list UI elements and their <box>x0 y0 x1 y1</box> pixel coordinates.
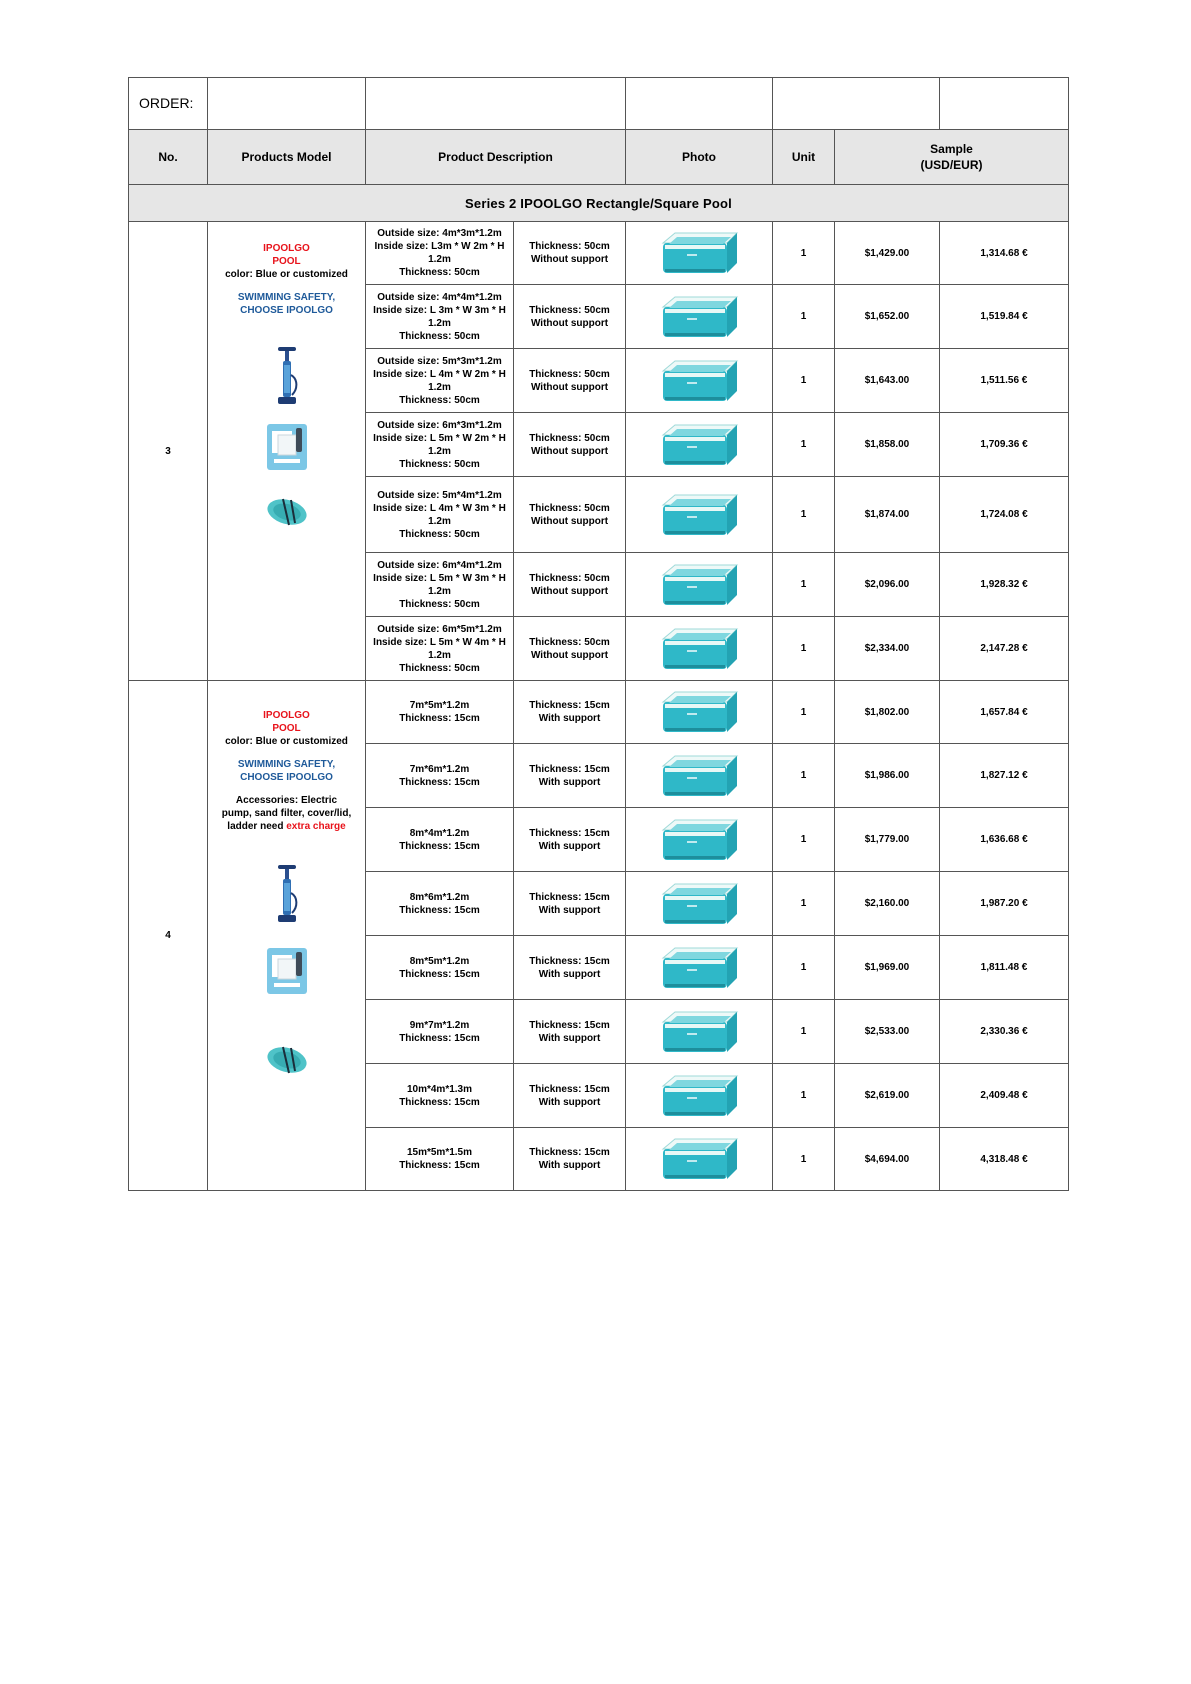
support-text: With support <box>538 1160 601 1171</box>
support-text: With support <box>538 1032 601 1044</box>
inside-height: 1.2m <box>428 649 451 661</box>
color-option: color: Blue or customized <box>225 736 348 747</box>
price-usd: $2,334.00 <box>835 617 940 681</box>
price-usd: $1,779.00 <box>835 808 940 872</box>
order-row <box>129 78 1069 130</box>
brand-name: IPOOLGO <box>263 243 310 254</box>
thickness-text: Thickness: 50cm <box>529 502 610 514</box>
price-usd: $4,694.00 <box>835 1128 940 1191</box>
wall-thickness: Thickness: 50cm <box>399 458 480 470</box>
header-model: Products Model <box>208 130 366 185</box>
photo-cell <box>626 349 773 413</box>
outside-size: Outside size: 4m*3m*1.2m <box>377 228 502 239</box>
header-unit: Unit <box>773 130 835 185</box>
pump-image <box>214 863 359 925</box>
thickness-text: Thickness: 50cm <box>529 432 610 444</box>
pool-photo-icon <box>657 491 741 539</box>
unit-cell: 1 <box>773 1000 835 1064</box>
photo-cell <box>626 872 773 936</box>
inside-height: 1.2m <box>428 515 451 527</box>
price-usd: $1,986.00 <box>835 744 940 808</box>
support-text: Without support <box>530 445 609 457</box>
thickness-text: Thickness: 15cm <box>529 1083 610 1095</box>
price-eur: 1,827.12 € <box>940 744 1069 808</box>
support-text: With support <box>538 840 601 852</box>
unit-cell: 1 <box>773 285 835 349</box>
accessories-line1: Accessories: Electric <box>235 795 338 806</box>
support-text: With support <box>538 904 601 916</box>
rolled-pool-image <box>214 1043 359 1077</box>
unit-cell: 1 <box>773 872 835 936</box>
wall-thickness: Thickness: 50cm <box>399 598 480 610</box>
outside-size: Outside size: 6m*4m*1.2m <box>377 559 502 571</box>
pool-photo-icon <box>657 421 741 469</box>
photo-cell <box>626 808 773 872</box>
brand-pool: POOL <box>272 256 301 267</box>
support-description <box>514 744 626 808</box>
support-description <box>514 285 626 349</box>
pool-size: 7m*6m*1.2m <box>409 763 470 775</box>
brand-name: IPOOLGO <box>263 710 310 721</box>
size-description <box>366 285 514 349</box>
thickness-text: Thickness: 50cm <box>529 368 610 380</box>
sample-line1: Sample <box>930 142 973 156</box>
size-description <box>366 1128 514 1191</box>
thickness-text: Thickness: 15cm <box>529 1019 610 1031</box>
pool-size: 10m*4m*1.3m <box>406 1083 473 1095</box>
inside-height: 1.2m <box>428 254 451 265</box>
price-eur: 4,318.48 € <box>940 1128 1069 1191</box>
outside-size: Outside size: 4m*4m*1.2m <box>377 291 502 303</box>
price-eur: 2,147.28 € <box>940 617 1069 681</box>
size-description <box>366 349 514 413</box>
photo-cell <box>626 222 773 285</box>
repair-kit-icon <box>266 423 308 471</box>
price-usd: $1,802.00 <box>835 681 940 744</box>
group-number: 3 <box>129 222 208 681</box>
thickness-text: Thickness: 15cm <box>529 763 610 775</box>
rolled-pool-icon <box>265 1043 309 1077</box>
pool-photo-icon <box>657 625 741 673</box>
size-description <box>366 553 514 617</box>
inside-size: Inside size: L 5m * W 3m * H <box>373 572 506 584</box>
photo-cell <box>626 553 773 617</box>
pool-size: 8m*4m*1.2m <box>409 827 470 839</box>
pool-photo-icon <box>657 1135 741 1183</box>
slogan-line2: CHOOSE IPOOLGO <box>240 772 333 783</box>
price-usd: $2,096.00 <box>835 553 940 617</box>
pool-photo-icon <box>657 1072 741 1120</box>
product-model-cell <box>208 222 366 681</box>
pool-size: 7m*5m*1.2m <box>409 700 470 711</box>
group-number: 4 <box>129 681 208 1191</box>
price-eur: 1,724.08 € <box>940 477 1069 553</box>
wall-thickness: Thickness: 15cm <box>399 904 480 916</box>
pool-size: 15m*5m*1.5m <box>406 1147 473 1158</box>
support-description <box>514 222 626 285</box>
product-row <box>129 222 1069 285</box>
hand-pump-icon <box>276 345 298 407</box>
header-photo: Photo <box>626 130 773 185</box>
size-description <box>366 744 514 808</box>
support-text: With support <box>538 968 601 980</box>
wall-thickness: Thickness: 50cm <box>399 330 480 342</box>
support-text: Without support <box>530 381 609 393</box>
thickness-text: Thickness: 50cm <box>529 241 610 252</box>
hand-pump-icon <box>276 863 298 925</box>
extra-charge-note: extra charge <box>286 821 346 832</box>
pool-photo-icon <box>657 561 741 609</box>
price-eur: 1,314.68 € <box>940 222 1069 285</box>
wall-thickness: Thickness: 15cm <box>399 1096 480 1108</box>
pump-image <box>214 345 359 407</box>
price-usd: $1,643.00 <box>835 349 940 413</box>
thickness-text: Thickness: 15cm <box>529 700 610 711</box>
unit-cell: 1 <box>773 617 835 681</box>
product-row <box>129 681 1069 744</box>
size-description <box>366 808 514 872</box>
inside-height: 1.2m <box>428 381 451 393</box>
support-text: With support <box>538 713 601 724</box>
photo-cell <box>626 1064 773 1128</box>
support-description <box>514 808 626 872</box>
order-cell <box>940 78 1069 130</box>
pool-photo-icon <box>657 1008 741 1056</box>
pool-size: 9m*7m*1.2m <box>409 1019 470 1031</box>
product-model-cell <box>208 681 366 1191</box>
price-eur: 1,928.32 € <box>940 553 1069 617</box>
photo-cell <box>626 617 773 681</box>
support-text: Without support <box>530 515 609 527</box>
price-eur: 1,987.20 € <box>940 872 1069 936</box>
photo-cell <box>626 681 773 744</box>
unit-cell: 1 <box>773 808 835 872</box>
inside-size: Inside size: L 4m * W 3m * H <box>373 502 506 514</box>
rolled-pool-icon <box>265 495 309 529</box>
outside-size: Outside size: 5m*4m*1.2m <box>377 489 502 501</box>
price-eur: 1,709.36 € <box>940 413 1069 477</box>
pool-photo-icon <box>657 293 741 341</box>
accessories-line2: pump, sand filter, cover/lid, <box>221 808 352 819</box>
inside-size: Inside size: L 5m * W 2m * H <box>373 432 506 444</box>
size-description <box>366 872 514 936</box>
unit-cell: 1 <box>773 553 835 617</box>
price-eur: 1,657.84 € <box>940 681 1069 744</box>
pool-photo-icon <box>657 688 741 736</box>
support-text: Without support <box>530 585 609 597</box>
size-description <box>366 1064 514 1128</box>
support-text: With support <box>538 1096 601 1108</box>
support-description <box>514 553 626 617</box>
unit-cell: 1 <box>773 222 835 285</box>
wall-thickness: Thickness: 50cm <box>399 662 480 674</box>
outside-size: Outside size: 6m*5m*1.2m <box>377 623 502 635</box>
price-usd: $1,429.00 <box>835 222 940 285</box>
thickness-text: Thickness: 50cm <box>529 636 610 648</box>
inside-height: 1.2m <box>428 445 451 457</box>
wall-thickness: Thickness: 15cm <box>399 713 480 724</box>
brand-pool: POOL <box>272 723 301 734</box>
wall-thickness: Thickness: 15cm <box>399 840 480 852</box>
size-description <box>366 222 514 285</box>
wall-thickness: Thickness: 15cm <box>399 776 480 788</box>
outside-size: Outside size: 5m*3m*1.2m <box>377 355 502 367</box>
support-text: Without support <box>530 649 609 661</box>
header-description: Product Description <box>366 130 626 185</box>
inside-size: Inside size: L 4m * W 2m * H <box>373 368 506 380</box>
support-description <box>514 1064 626 1128</box>
price-eur: 2,409.48 € <box>940 1064 1069 1128</box>
photo-cell <box>626 936 773 1000</box>
price-usd: $1,652.00 <box>835 285 940 349</box>
price-usd: $1,969.00 <box>835 936 940 1000</box>
price-usd: $2,533.00 <box>835 1000 940 1064</box>
order-sheet-table <box>128 77 1069 1191</box>
size-description <box>366 413 514 477</box>
order-cell <box>626 78 773 130</box>
thickness-text: Thickness: 15cm <box>529 827 610 839</box>
thickness-text: Thickness: 15cm <box>529 1147 610 1158</box>
unit-cell: 1 <box>773 477 835 553</box>
support-description <box>514 477 626 553</box>
order-label: ORDER: <box>129 78 208 130</box>
wall-thickness: Thickness: 15cm <box>399 968 480 980</box>
support-description <box>514 936 626 1000</box>
thickness-text: Thickness: 50cm <box>529 304 610 316</box>
pool-size: 8m*5m*1.2m <box>409 955 470 967</box>
thickness-text: Thickness: 15cm <box>529 891 610 903</box>
inside-size: Inside size: L3m * W 2m * H <box>374 241 505 252</box>
price-usd: $1,858.00 <box>835 413 940 477</box>
series-title: Series 2 IPOOLGO Rectangle/Square Pool <box>129 185 1069 222</box>
unit-cell: 1 <box>773 413 835 477</box>
price-usd: $2,160.00 <box>835 872 940 936</box>
slogan-line1: SWIMMING SAFETY, <box>237 292 336 303</box>
inside-size: Inside size: L 3m * W 3m * H <box>373 304 506 316</box>
price-eur: 2,330.36 € <box>940 1000 1069 1064</box>
price-usd: $1,874.00 <box>835 477 940 553</box>
price-eur: 1,511.56 € <box>940 349 1069 413</box>
slogan-line1: SWIMMING SAFETY, <box>237 759 336 770</box>
price-eur: 1,636.68 € <box>940 808 1069 872</box>
support-text: With support <box>538 776 601 788</box>
size-description <box>366 617 514 681</box>
support-description <box>514 1128 626 1191</box>
unit-cell: 1 <box>773 1064 835 1128</box>
photo-cell <box>626 1000 773 1064</box>
wall-thickness: Thickness: 50cm <box>399 394 480 406</box>
order-cell <box>366 78 626 130</box>
repair-kit-icon <box>266 947 308 995</box>
accessories-line3 <box>214 820 359 833</box>
color-option: color: Blue or customized <box>225 269 348 280</box>
outside-size: Outside size: 6m*3m*1.2m <box>377 419 502 431</box>
unit-cell: 1 <box>773 936 835 1000</box>
unit-cell: 1 <box>773 349 835 413</box>
pool-photo-icon <box>657 229 741 277</box>
unit-cell: 1 <box>773 1128 835 1191</box>
size-description <box>366 936 514 1000</box>
wall-thickness: Thickness: 50cm <box>399 267 480 278</box>
photo-cell <box>626 744 773 808</box>
size-description <box>366 1000 514 1064</box>
thickness-text: Thickness: 15cm <box>529 955 610 967</box>
pool-photo-icon <box>657 357 741 405</box>
inside-height: 1.2m <box>428 585 451 597</box>
sample-line2: (USD/EUR) <box>920 158 983 172</box>
support-description <box>514 349 626 413</box>
order-cell <box>208 78 366 130</box>
photo-cell <box>626 1128 773 1191</box>
header-row <box>129 130 1069 185</box>
wall-thickness: Thickness: 15cm <box>399 1160 480 1171</box>
thickness-text: Thickness: 50cm <box>529 572 610 584</box>
pool-photo-icon <box>657 880 741 928</box>
slogan-line2: CHOOSE IPOOLGO <box>240 305 333 316</box>
kit-image <box>214 947 359 995</box>
support-description <box>514 681 626 744</box>
inside-size: Inside size: L 5m * W 4m * H <box>373 636 506 648</box>
photo-cell <box>626 477 773 553</box>
inside-height: 1.2m <box>428 317 451 329</box>
pool-photo-icon <box>657 752 741 800</box>
accessories-text: ladder need <box>227 821 284 832</box>
price-eur: 1,519.84 € <box>940 285 1069 349</box>
support-description <box>514 1000 626 1064</box>
order-cell <box>773 78 940 130</box>
unit-cell: 1 <box>773 681 835 744</box>
support-text: Without support <box>530 317 609 329</box>
photo-cell <box>626 413 773 477</box>
pool-size: 8m*6m*1.2m <box>409 891 470 903</box>
price-usd: $2,619.00 <box>835 1064 940 1128</box>
support-description <box>514 413 626 477</box>
pool-photo-icon <box>657 816 741 864</box>
support-text: Without support <box>530 254 609 265</box>
rolled-pool-image <box>214 495 359 529</box>
pool-photo-icon <box>657 944 741 992</box>
unit-cell: 1 <box>773 744 835 808</box>
series-row <box>129 185 1069 222</box>
price-eur: 1,811.48 € <box>940 936 1069 1000</box>
support-description <box>514 617 626 681</box>
header-no: No. <box>129 130 208 185</box>
wall-thickness: Thickness: 50cm <box>399 528 480 540</box>
size-description <box>366 681 514 744</box>
size-description <box>366 477 514 553</box>
header-sample <box>835 130 1069 185</box>
support-description <box>514 872 626 936</box>
photo-cell <box>626 285 773 349</box>
kit-image <box>214 423 359 471</box>
wall-thickness: Thickness: 15cm <box>399 1032 480 1044</box>
